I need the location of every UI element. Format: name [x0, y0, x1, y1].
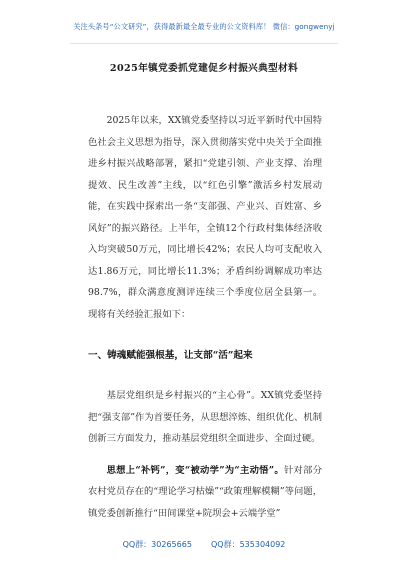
- qq-group-1: QQ群：30265665: [122, 540, 192, 549]
- document-title: 2025年镇党委抓党建促乡村振兴典型材料: [109, 63, 299, 74]
- intro-paragraph: 2025年以来，XX镇党委坚持以习近平新时代中国特色社会主义思想为指导，深入贯彻落实党中央关于全面推进乡村振兴战略部署，紧扣“党建引领、产业支撑、治理提效、民生改善”主线，以“红色引擎”激活乡村发展动能，在实践中探索出一条“支部强、产业兴、百姓富、乡风好”的振兴路径。上半年，全镇12个行政村集体经济收入均突破50万元，同比增长42%；农民人均可支配收入达1.86万元，同比增长11.3%；矛盾纠纷调解成功率达98.7%，群众满意度测评连续三个季度位居全县第一。现将有关经验汇报如下：: [88, 115, 322, 320]
- subsection-lead: 思想上“补钙”，变“被动学”为“主动悟”。: [106, 464, 284, 476]
- document-body: [88, 110, 322, 524]
- section-paragraph: 基层党组织是乡村振兴的“主心骨”。XX镇党委坚持把“强支部”作为首要任务，从思想淬炼、组织优化、机制创新三方面发力，推动基层党组织全面进步、全面过硬。: [88, 390, 322, 444]
- header-notice: 关注头条号“公文研究”，获得最新最全最专业的公文资料库！ 微信：gongwenyj: [73, 22, 335, 31]
- section-heading: 一、铸魂赋能强根基，让支部“活”起来: [88, 350, 253, 361]
- header-divider: [70, 43, 338, 44]
- subsection-paragraph: [88, 460, 322, 525]
- qq-group-2: QQ群：535304092: [211, 540, 286, 549]
- footer-contact: [0, 539, 408, 550]
- subsection-text: 针对部分农村党员存在的“理论学习枯燥”“政策理解模糊”等问题，镇党委创新推行“田间课堂+院坝会+云端学堂”: [88, 464, 322, 519]
